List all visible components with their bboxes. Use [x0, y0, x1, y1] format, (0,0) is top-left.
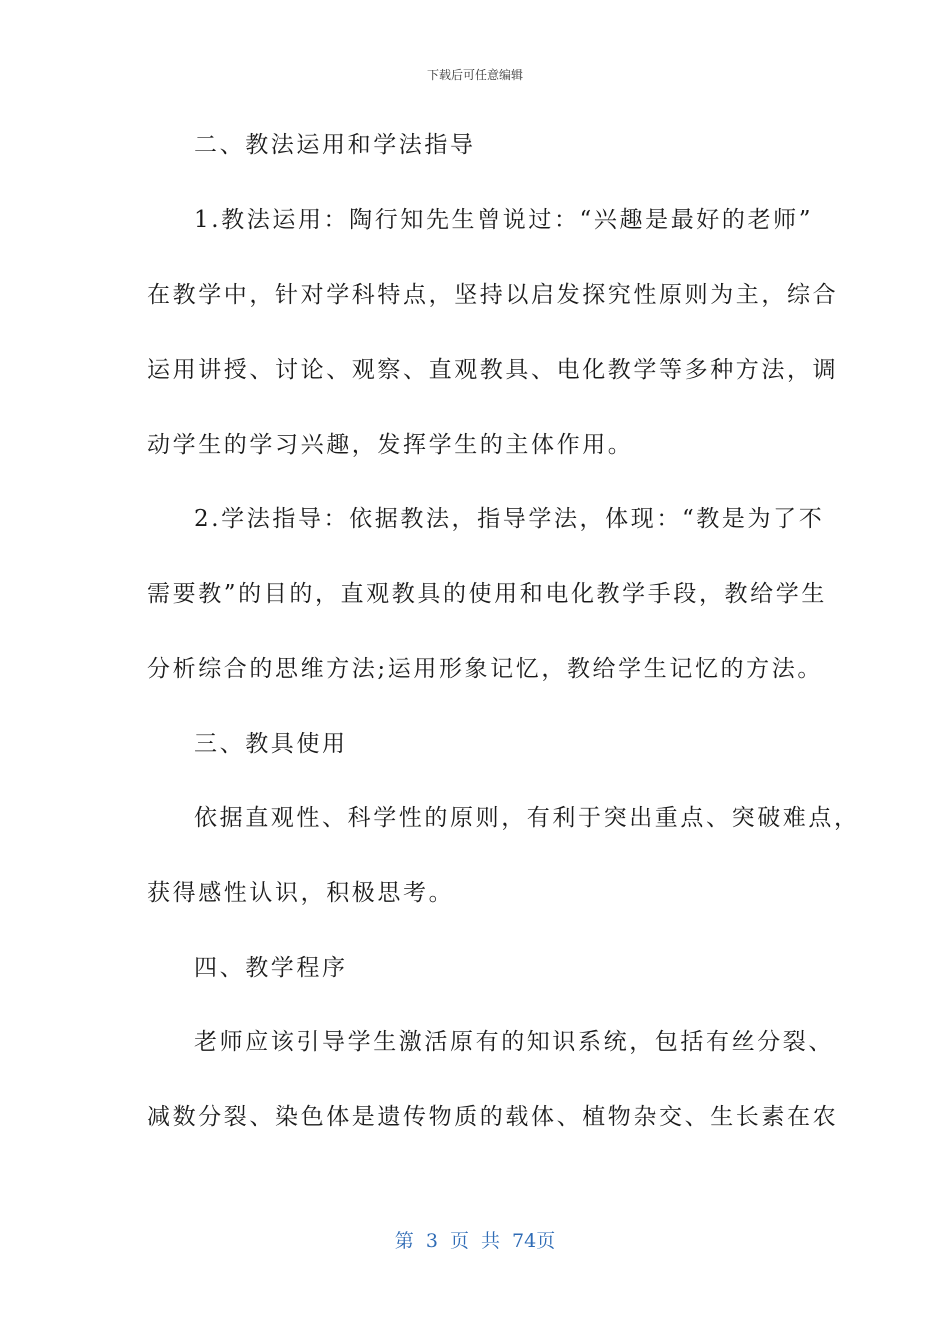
paragraph-line: 获得感性认识，积极思考。 — [147, 880, 455, 906]
section-heading-procedure: 四、教学程序 — [194, 955, 348, 981]
paragraph-line: 需要教”的目的，直观教具的使用和电化教学手段，教给学生 — [147, 581, 827, 607]
section-heading-methods: 二、教法运用和学法指导 — [194, 132, 476, 158]
paragraph-line: 减数分裂、染色体是遗传物质的载体、植物杂交、生长素在农 — [147, 1104, 839, 1130]
paragraph-line: 老师应该引导学生激活原有的知识系统，包括有丝分裂、 — [194, 1029, 834, 1055]
paragraph-line: 动学生的学习兴趣，发挥学生的主体作用。 — [147, 432, 634, 458]
paragraph-line: 1.教法运用：陶行知先生曾说过：“兴趣是最好的老师” — [194, 207, 814, 233]
paragraph-line: 运用讲授、讨论、观察、直观教具、电化教学等多种方法，调 — [147, 357, 839, 383]
paragraph-line: 在教学中，针对学科特点，坚持以启发探究性原则为主，综合 — [147, 282, 839, 308]
page-header-note: 下载后可任意编辑 — [426, 68, 523, 82]
paragraph-line: 2.学法指导：依据教法，指导学法，体现：“教是为了不 — [194, 506, 825, 532]
paragraph-line: 分析综合的思维方法;运用形象记忆，教给学生记忆的方法。 — [147, 656, 823, 682]
paragraph-line: 依据直观性、科学性的原则，有利于突出重点、突破难点， — [194, 805, 860, 831]
page-number-footer: 第 3 页 共 74页 — [394, 1230, 556, 1252]
section-heading-teaching-aids: 三、教具使用 — [194, 731, 348, 757]
